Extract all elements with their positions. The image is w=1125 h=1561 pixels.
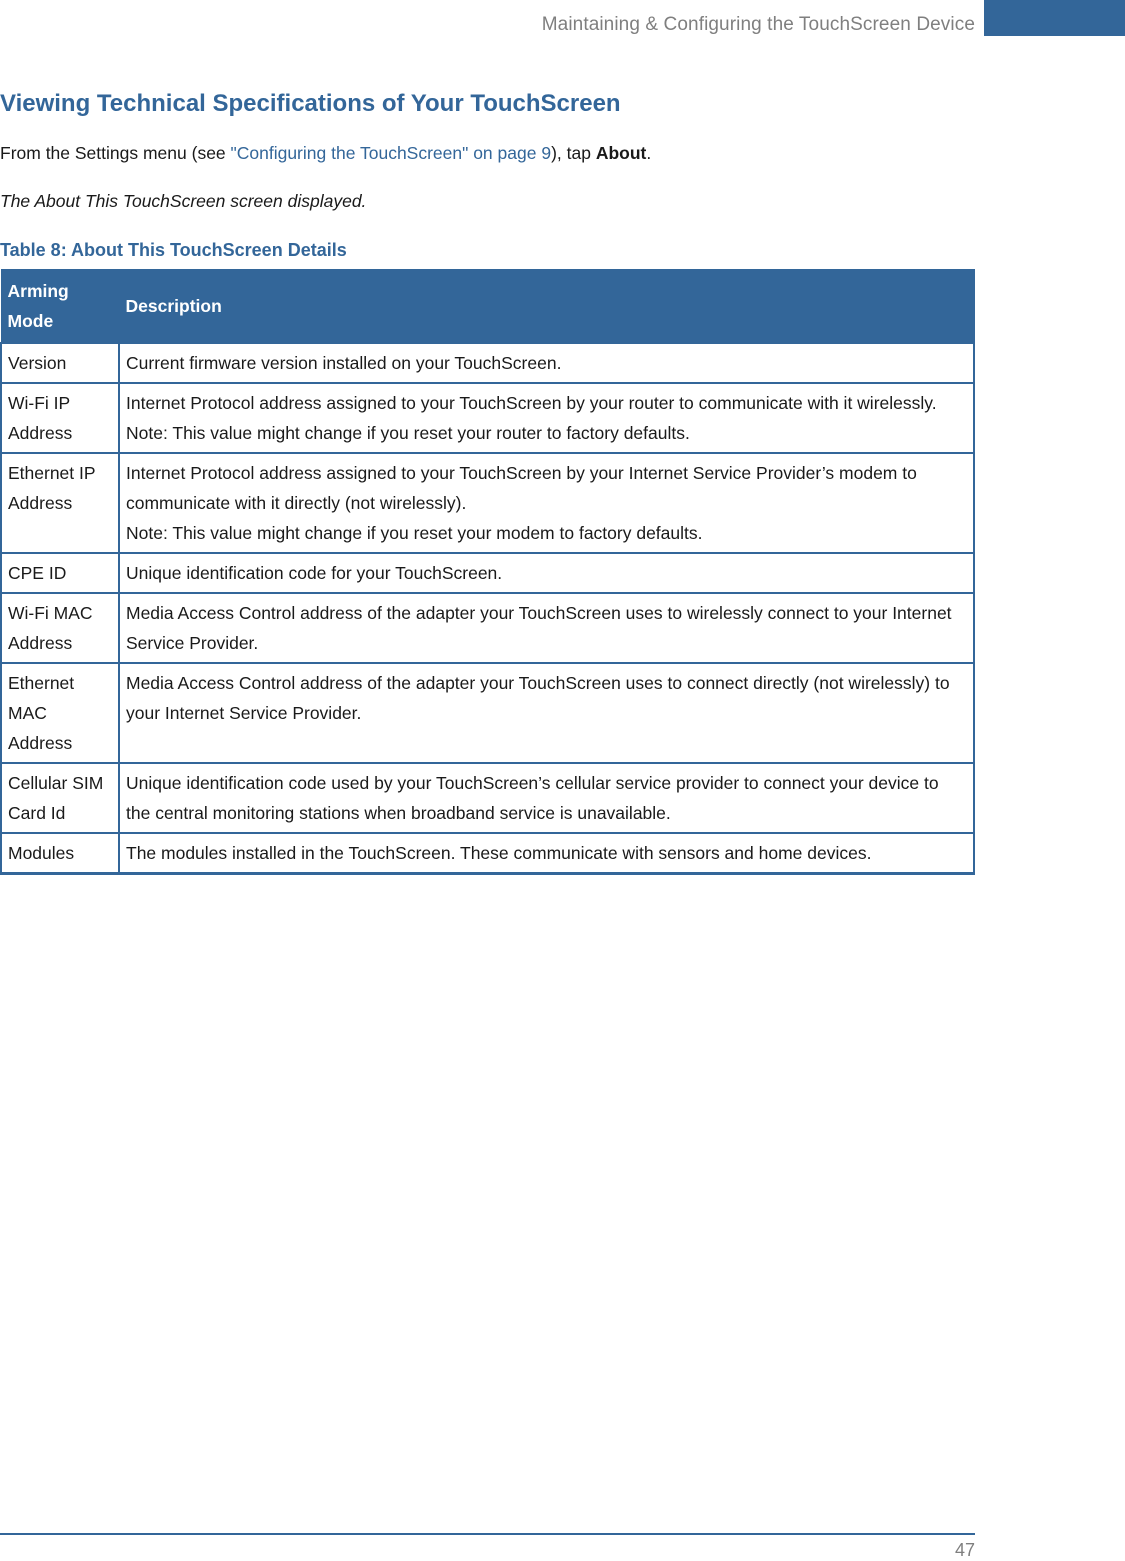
row-desc-text: Internet Protocol address assigned to your TouchScreen by your router to communicate with it wirelessly.	[126, 393, 937, 413]
row-description	[119, 763, 974, 833]
table-row	[1, 553, 974, 593]
row-desc-text: Media Access Control address of the adapter your TouchScreen uses to wirelessly connect to your Internet Service Provider.	[126, 603, 952, 653]
row-description	[119, 663, 974, 763]
table-row	[1, 833, 974, 874]
row-description	[119, 453, 974, 553]
page-number: 47	[954, 1540, 975, 1560]
table-row	[1, 663, 974, 763]
table-row	[1, 383, 974, 453]
row-note-text: Note: This value might change if you reset your modem to factory defaults.	[126, 523, 703, 543]
running-header: Maintaining & Configuring the TouchScreen Device	[541, 14, 975, 35]
row-desc-text: Internet Protocol address assigned to your TouchScreen by your Internet Service Provider’s modem to communicate with it directly (not wirelessly).	[126, 463, 917, 513]
about-keyword: About	[595, 143, 647, 163]
column-header-description: Description	[119, 270, 974, 344]
section-heading: Viewing Technical Specifications of Your TouchScreen	[0, 90, 621, 117]
configuring-link[interactable]: "Configuring the TouchScreen" on page 9	[230, 143, 552, 163]
row-desc-text: Unique identification code for your TouchScreen.	[126, 563, 503, 583]
table-row	[1, 343, 974, 383]
row-description	[119, 553, 974, 593]
row-mode: Cellular SIM Card Id	[1, 763, 119, 833]
intro-mid: ), tap	[551, 143, 596, 163]
table-row	[1, 453, 974, 553]
row-mode: Ethernet IP Address	[1, 453, 119, 553]
details-table	[0, 269, 975, 875]
footer-rule	[0, 1533, 975, 1535]
table-row	[1, 763, 974, 833]
row-desc-text: Current firmware version installed on your TouchScreen.	[126, 353, 562, 373]
row-mode: Ethernet MAC Address	[1, 663, 119, 763]
table-caption: Table 8: About This TouchScreen Details	[0, 240, 347, 260]
row-mode: Version	[1, 343, 119, 383]
row-mode: Wi-Fi MAC Address	[1, 593, 119, 663]
row-desc-text: Unique identification code used by your TouchScreen’s cellular service provider to connect your device to the central monitoring stations when broadband service is unavailable.	[126, 773, 939, 823]
row-mode: CPE ID	[1, 553, 119, 593]
italic-note: The About This TouchScreen screen displayed.	[0, 191, 367, 211]
row-desc-text: Media Access Control address of the adapter your TouchScreen uses to connect directly (not wirelessly) to your Internet Service Provider.	[126, 673, 950, 723]
row-description	[119, 383, 974, 453]
table-row	[1, 593, 974, 663]
header-accent-bar	[984, 0, 1125, 36]
intro-suffix: .	[646, 143, 652, 163]
row-desc-text: The modules installed in the TouchScreen. These communicate with sensors and home devices.	[126, 843, 872, 863]
row-mode: Wi-Fi IP Address	[1, 383, 119, 453]
row-note-text: Note: This value might change if you reset your router to factory defaults.	[126, 423, 690, 443]
row-mode: Modules	[1, 833, 119, 874]
intro-prefix: From the Settings menu (see	[0, 143, 231, 163]
intro-paragraph	[0, 143, 651, 164]
table-header-row	[1, 270, 974, 344]
row-description	[119, 593, 974, 663]
row-description	[119, 343, 974, 383]
column-header-mode: Arming Mode	[1, 270, 119, 344]
row-description	[119, 833, 974, 874]
